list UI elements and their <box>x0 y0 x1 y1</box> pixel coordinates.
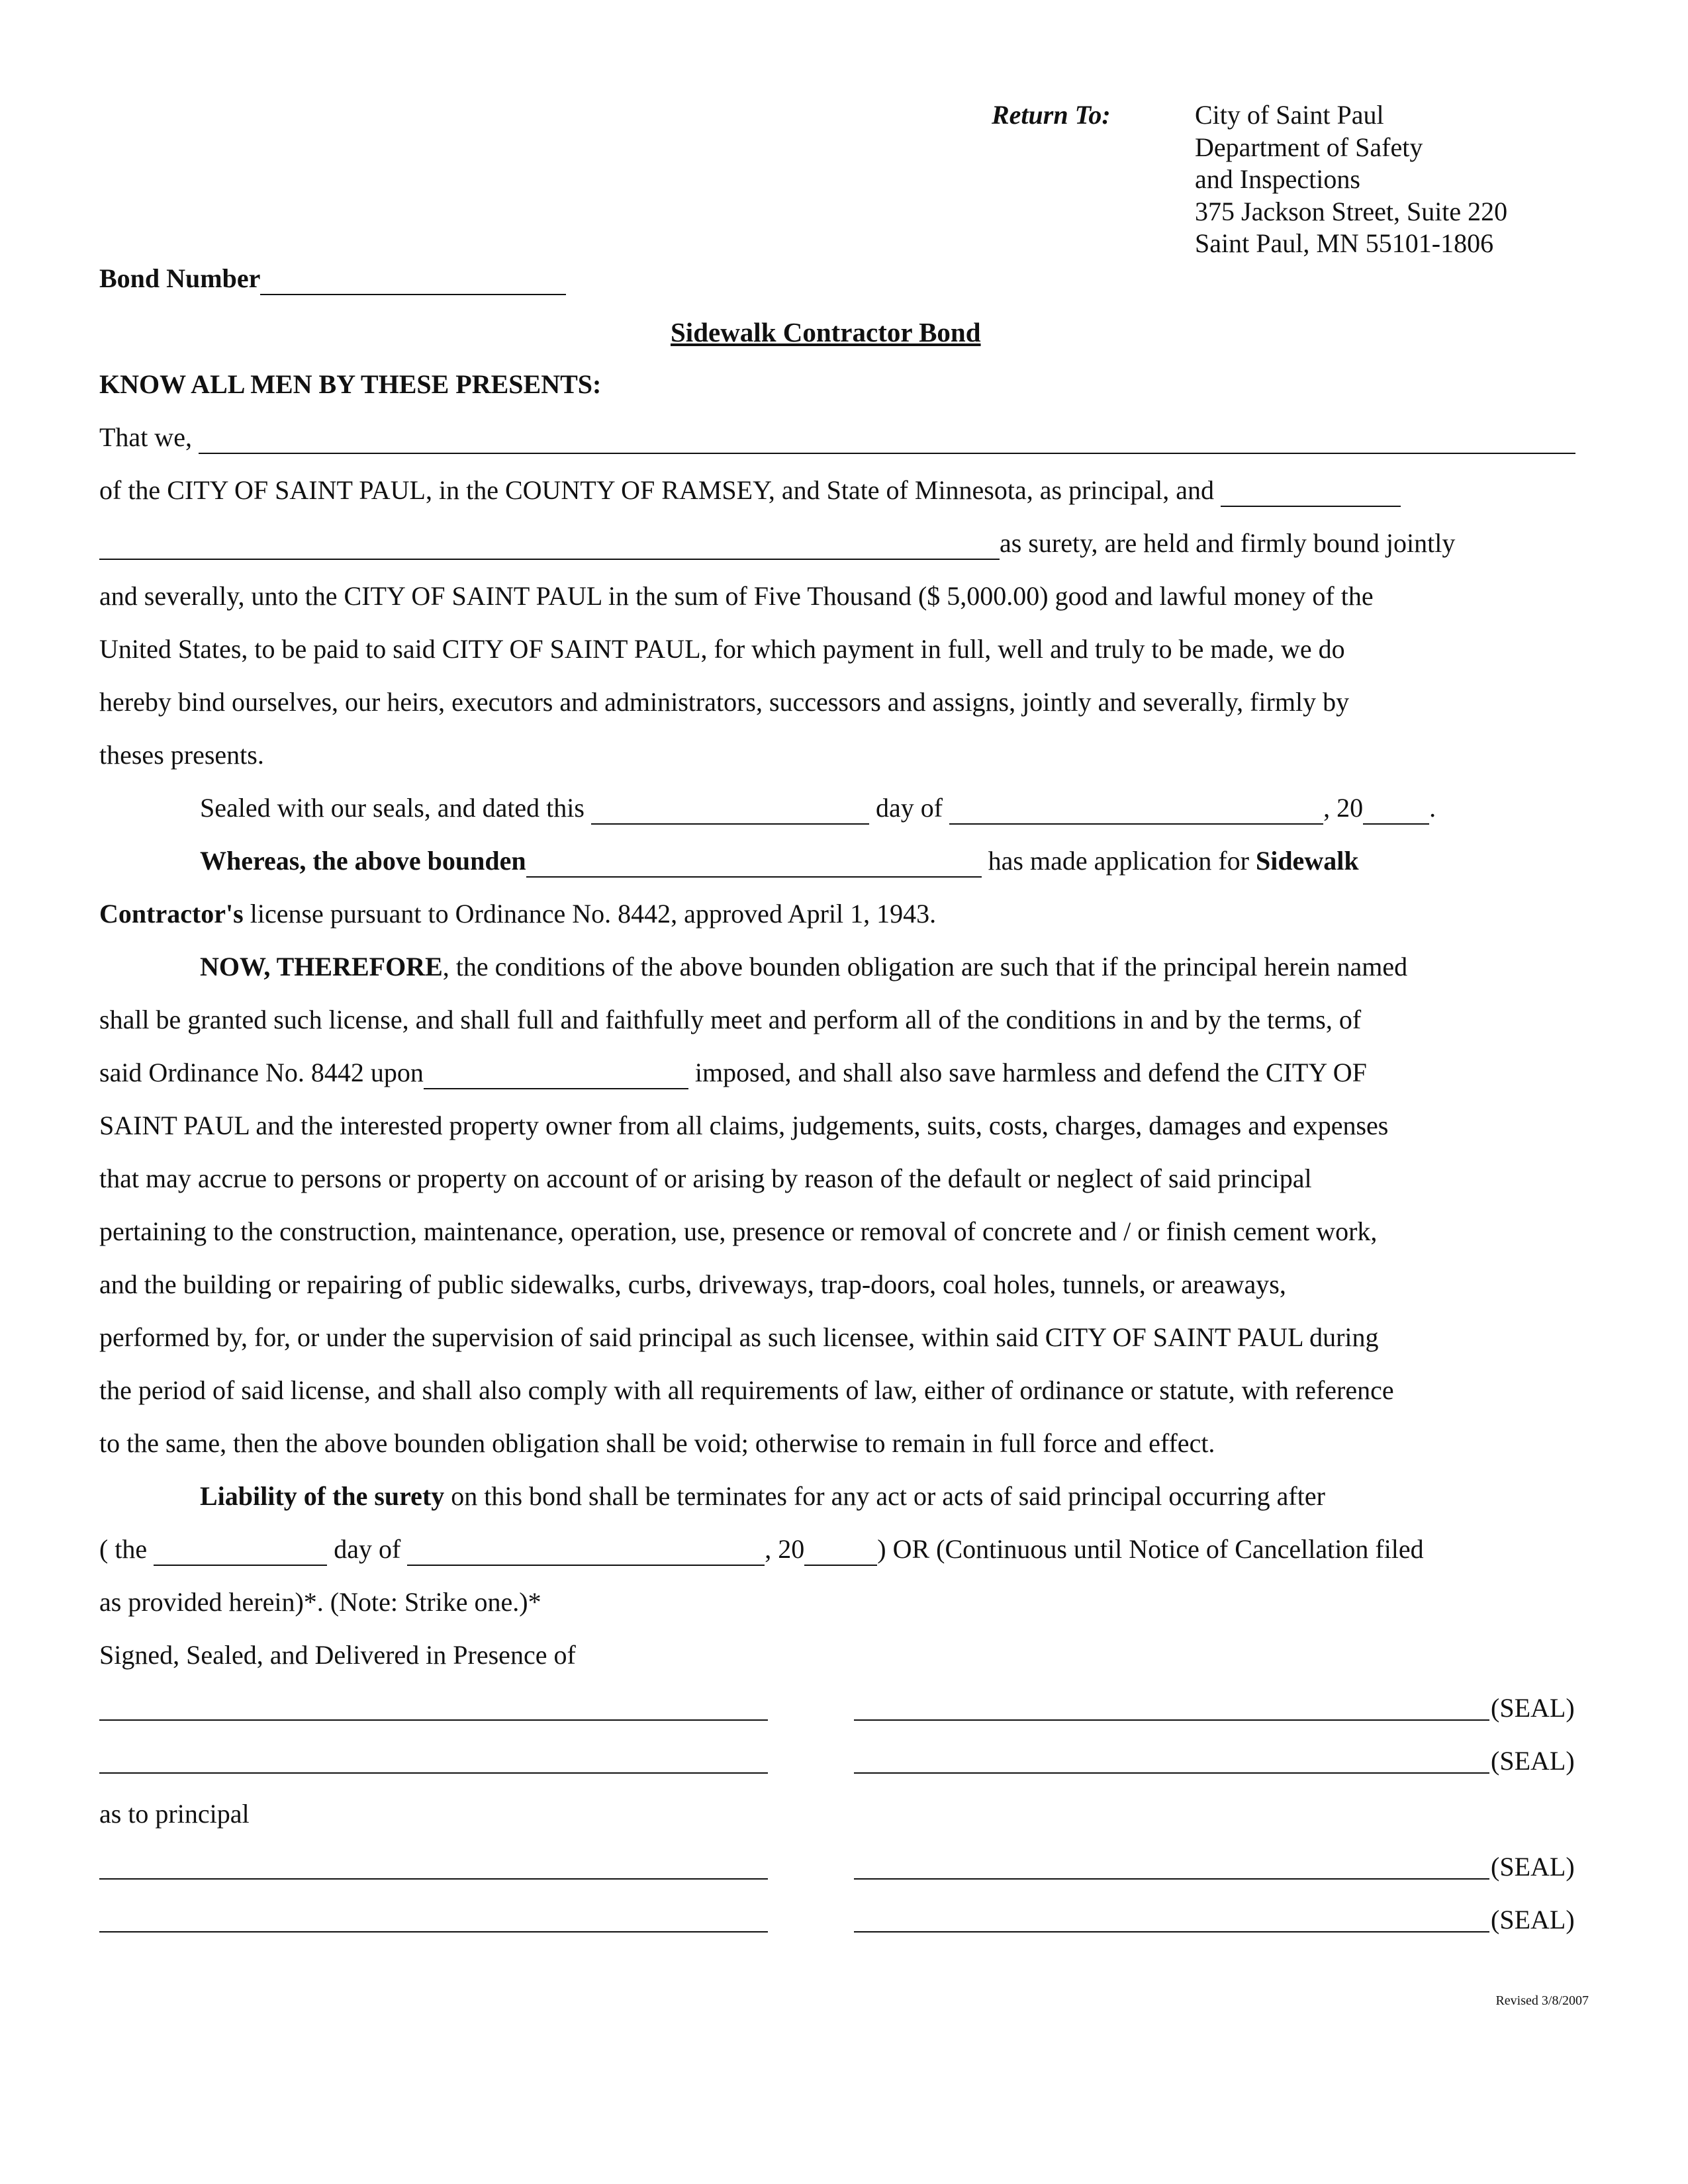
surety-signature-line[interactable] <box>854 1931 1489 1933</box>
know-all-heading: KNOW ALL MEN BY THESE PRESENTS: <box>99 369 602 399</box>
paragraph-text: ( the <box>99 1534 148 1564</box>
paragraph-line: pertaining to the construction, maintenance, operation, use, presence or removal of concrete and / or finish cement work, <box>99 1216 1378 1246</box>
seal-label: (SEAL) <box>1491 1693 1575 1723</box>
return-address-line: City of Saint Paul <box>1195 100 1384 130</box>
surety-name-blank-2[interactable] <box>99 528 1000 560</box>
principal-signature-line[interactable] <box>854 1772 1489 1774</box>
paragraph-line <box>99 528 1455 560</box>
sealed-text: . <box>1429 793 1436 823</box>
witness-signature-line[interactable] <box>99 1931 768 1933</box>
paragraph-line: the period of said license, and shall also comply with all requirements of law, either of ordinance or statute, with reference <box>99 1375 1394 1405</box>
bounden-name-blank[interactable] <box>526 846 982 878</box>
revised-date: Revised 3/8/2007 <box>1495 1993 1589 2008</box>
paragraph-line: to the same, then the above bounden obligation shall be void; otherwise to remain in full force and effect. <box>99 1428 1215 1458</box>
whereas-label: Whereas, the above bounden <box>200 846 526 876</box>
witness-signature-line[interactable] <box>99 1719 768 1721</box>
return-address-line: 375 Jackson Street, Suite 220 <box>1195 196 1508 226</box>
paragraph-line <box>99 475 1401 507</box>
seal-label: (SEAL) <box>1491 1746 1575 1776</box>
paragraph-line <box>200 952 1407 982</box>
sealed-text: , 20 <box>1323 793 1364 823</box>
seal-label: (SEAL) <box>1491 1905 1575 1934</box>
paragraph-line: hereby bind ourselves, our heirs, executors and administrators, successors and assigns, jointly and severally, firmly by <box>99 687 1350 717</box>
document-title: Sidewalk Contractor Bond <box>671 317 981 347</box>
witness-signature-line[interactable] <box>99 1878 768 1880</box>
that-we-row <box>99 422 1575 454</box>
termination-year-blank[interactable] <box>804 1534 877 1566</box>
whereas-text-bold: Sidewalk <box>1255 846 1359 876</box>
termination-month-blank[interactable] <box>407 1534 765 1566</box>
return-address <box>1195 99 1507 260</box>
principal-signature-line[interactable] <box>854 1719 1489 1721</box>
liability-label: Liability of the surety <box>200 1481 445 1511</box>
paragraph-line: theses presents. <box>99 740 264 770</box>
ordinance-upon-blank[interactable] <box>424 1058 688 1089</box>
contractor-label: Contractor's <box>99 899 244 929</box>
paragraph-text: , the conditions of the above bounden obligation are such that if the principal herein named <box>442 952 1408 981</box>
seal-label: (SEAL) <box>1491 1852 1575 1882</box>
paragraph-line: SAINT PAUL and the interested property owner from all claims, judgements, suits, costs, charges, damages and expenses <box>99 1111 1389 1140</box>
paragraph-line: that may accrue to persons or property on account of or arising by reason of the default or neglect of said principal <box>99 1163 1312 1193</box>
bond-number-blank[interactable] <box>260 263 566 295</box>
principal-name-blank[interactable] <box>199 422 1575 454</box>
paragraph-text: day of <box>334 1534 401 1564</box>
as-to-principal-label: as to principal <box>99 1799 250 1829</box>
paragraph-text: as surety, are held and firmly bound jointly <box>1000 528 1456 558</box>
paragraph-line <box>200 1481 1325 1512</box>
sealed-month-blank[interactable] <box>949 793 1323 825</box>
paragraph-line: United States, to be paid to said CITY OF SAINT PAUL, for which payment in full, well and truly to be made, we do <box>99 634 1345 664</box>
paragraph-text: license pursuant to Ordinance No. 8442, approved April 1, 1943. <box>250 899 937 929</box>
witness-signature-line[interactable] <box>99 1772 768 1774</box>
return-address-line: and Inspections <box>1195 164 1360 194</box>
termination-day-blank[interactable] <box>154 1534 327 1566</box>
paragraph-text: said Ordinance No. 8442 upon <box>99 1058 424 1087</box>
sealed-year-blank[interactable] <box>1363 793 1429 825</box>
that-we-label: That we, <box>99 422 192 452</box>
return-address-line: Saint Paul, MN 55101-1806 <box>1195 228 1494 258</box>
paragraph-line: and severally, unto the CITY OF SAINT PAUL in the sum of Five Thousand ($ 5,000.00) good and lawful money of the <box>99 581 1374 611</box>
surety-name-blank[interactable] <box>1221 475 1401 507</box>
termination-row <box>99 1534 1424 1566</box>
paragraph-line: shall be granted such license, and shall full and faithfully meet and perform all of the conditions in and by the terms, of <box>99 1005 1362 1034</box>
paragraph-text: on this bond shall be terminates for any act or acts of said principal occurring after <box>451 1481 1325 1511</box>
paragraph-line: as provided herein)*. (Note: Strike one.)* <box>99 1587 541 1617</box>
whereas-text: has made application for <box>988 846 1249 876</box>
paragraph-text: , 20 <box>765 1534 805 1564</box>
sealed-text: Sealed with our seals, and dated this <box>200 793 585 823</box>
return-to-label: Return To: <box>992 100 1111 130</box>
paragraph-line <box>99 899 936 929</box>
bond-number-row <box>99 263 566 295</box>
paragraph-text: of the CITY OF SAINT PAUL, in the COUNTY OF RAMSEY, and State of Minnesota, as principal, and <box>99 475 1214 505</box>
paragraph-text: imposed, and shall also save harmless and defend the CITY OF <box>694 1058 1367 1087</box>
sealed-day-blank[interactable] <box>591 793 869 825</box>
paragraph-line: and the building or repairing of public sidewalks, curbs, driveways, trap-doors, coal holes, tunnels, or areaways, <box>99 1269 1286 1299</box>
sealed-row <box>200 793 1436 825</box>
surety-signature-line[interactable] <box>854 1878 1489 1880</box>
paragraph-text: ) OR (Continuous until Notice of Cancellation filed <box>877 1534 1424 1564</box>
signed-sealed-heading: Signed, Sealed, and Delivered in Presence of <box>99 1640 576 1670</box>
return-address-line: Department of Safety <box>1195 132 1423 162</box>
whereas-row <box>200 846 1359 878</box>
now-therefore-label: NOW, THEREFORE <box>200 952 443 981</box>
paragraph-line <box>99 1058 1367 1089</box>
sealed-text: day of <box>875 793 943 823</box>
paragraph-line: performed by, for, or under the supervision of said principal as such licensee, within said CITY OF SAINT PAUL during <box>99 1322 1379 1352</box>
bond-number-label: Bond Number <box>99 263 261 293</box>
